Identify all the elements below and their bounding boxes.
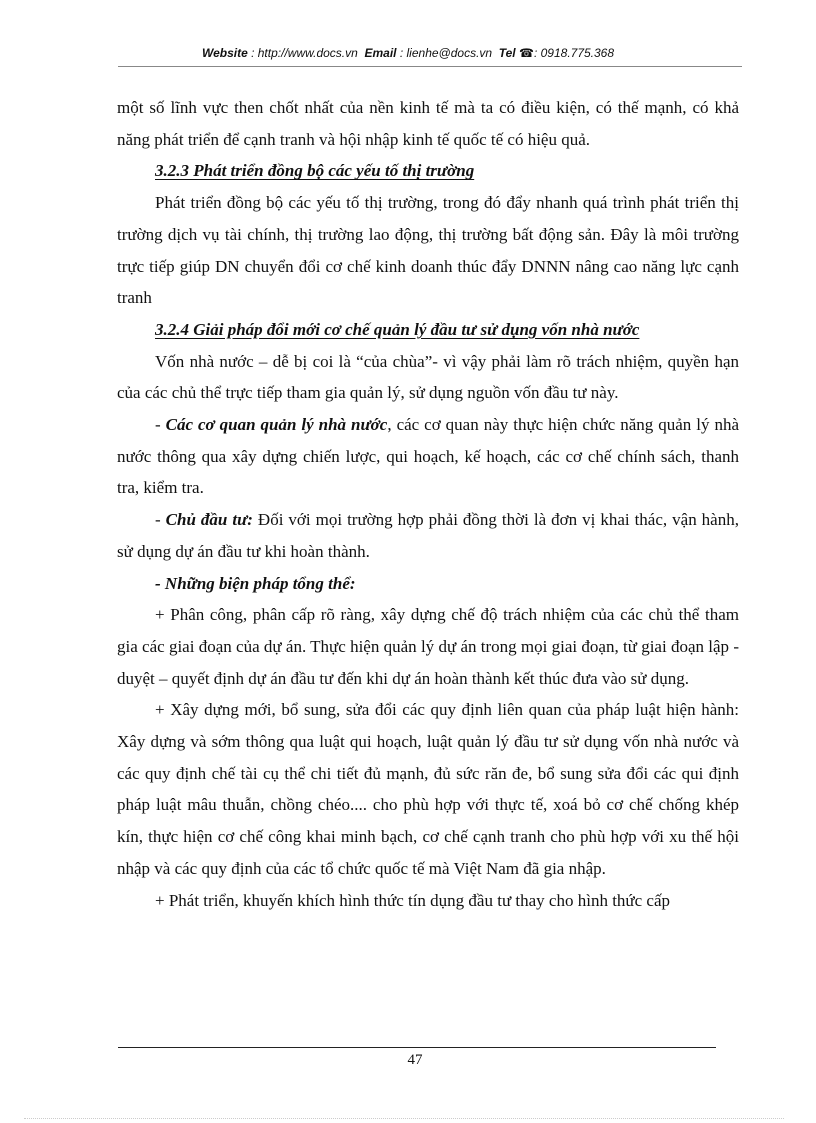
footer-divider bbox=[118, 1047, 716, 1048]
paragraph: Vốn nhà nước – dễ bị coi là “của chùa”- vì vậy phải làm rõ trách nhiệm, quyền hạn của các chủ thể trực tiếp tham gia quản lý, sử dụng nguồn vốn đầu tư này. bbox=[117, 351, 739, 403]
paragraph: một số lĩnh vực then chốt nhất của nền kinh tế mà ta có điều kiện, có thế mạnh, có khả năng phát triển để cạnh tranh và hội nhập kinh tế quốc tế có hiệu quả. bbox=[117, 98, 739, 149]
website-value: : http://www.docs.vn bbox=[251, 46, 358, 60]
section-heading-3-2-3: 3.2.3 Phát triển đồng bộ các yếu tố thị trường bbox=[155, 161, 475, 181]
phone-icon: ☎ bbox=[519, 46, 534, 60]
header-divider bbox=[118, 66, 742, 67]
paragraph: Phát triển đồng bộ các yếu tố thị trường, trong đó đẩy nhanh quá trình phát triển thị trường dịch vụ tài chính, thị trường lao động, thị trường bất động sản. Đây là môi trường trực tiếp giúp DN chuyển đổi cơ chế kinh doanh thúc đẩy DNNN nâng cao năng lực cạnh tranh bbox=[117, 193, 739, 308]
paragraph: + Phân công, phân cấp rõ ràng, xây dựng chế độ trách nhiệm của các chủ thể tham gia các giai đoạn của dự án. Thực hiện quản lý dự án trong mọi giai đoạn, từ giai đoạn lập - duyệt – quyết định dự án đầu tư đến khi dự án hoàn thành kết thúc đưa vào sử dụng. bbox=[117, 605, 739, 688]
paragraph-investor: - Chủ đầu tư: Đối với mọi trường hợp phải đồng thời là đơn vị khai thác, vận hành, sử dụng dự án đầu tư khi hoàn thành. bbox=[117, 510, 739, 561]
term-investor: Chủ đầu tư: bbox=[165, 510, 253, 530]
email-value: : lienhe@docs.vn bbox=[399, 46, 493, 60]
page-number: 47 bbox=[407, 1052, 423, 1068]
paragraph-state-agencies: - Các cơ quan quản lý nhà nước, các cơ quan này thực hiện chức năng quản lý nhà nước thông qua xây dựng chiến lược, qui hoạch, kế hoạch, các cơ chế chính sách, thanh tra, kiểm tra. bbox=[117, 415, 739, 498]
paragraph: + Xây dựng mới, bổ sung, sửa đổi các quy định liên quan của pháp luật hiện hành: Xây dựng và sớm thông qua luật qui hoạch, luật quản lý đầu tư sử dụng vốn nhà nước và các quy định chế tài cụ thể chi tiết đủ mạnh, đủ sức răn đe, bổ sung sửa đổi các qui định pháp luật mâu thuẫn, chồng chéo.... cho phù hợp với thực tế, xoá bỏ cơ chế chống khép kín, thực hiện cơ chế công khai minh bạch, cơ chế cạnh tranh cho phù hợp với xu thế hội nhập và các quy định của các tổ chức quốc tế mà Việt Nam đã gia nhập. bbox=[117, 700, 739, 878]
page-edge-dotted-line bbox=[24, 1118, 784, 1119]
tel-value: : 0918.775.368 bbox=[533, 46, 615, 60]
document-body bbox=[117, 92, 739, 916]
tel-label: Tel bbox=[498, 46, 516, 60]
website-label: Website bbox=[201, 46, 248, 60]
section-heading-3-2-4: 3.2.4 Giải pháp đổi mới cơ chế quản lý đầu tư sử dụng vốn nhà nước bbox=[155, 319, 640, 339]
email-label: Email bbox=[364, 46, 397, 60]
paragraph: + Phát triển, khuyến khích hình thức tín dụng đầu tư thay cho hình thức cấp bbox=[155, 890, 671, 910]
subheading-overall-measures: - Những biện pháp tổng thể: bbox=[155, 573, 356, 593]
page-header bbox=[0, 46, 816, 60]
term-state-agencies: Các cơ quan quản lý nhà nước bbox=[165, 415, 388, 435]
